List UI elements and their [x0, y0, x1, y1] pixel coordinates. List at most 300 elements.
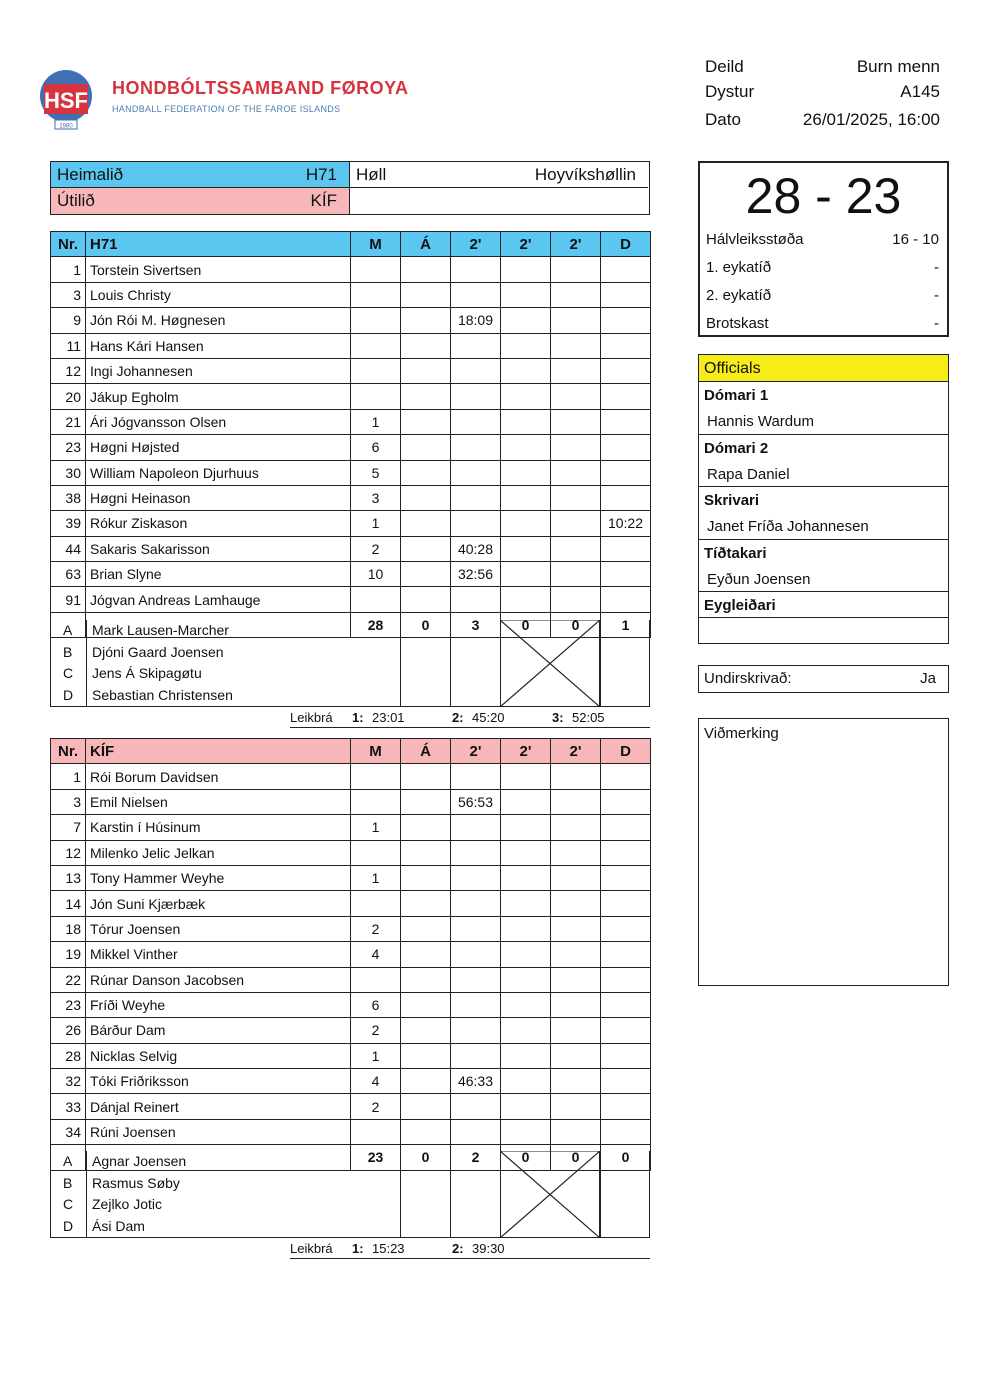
player-m: 4 — [351, 1069, 401, 1094]
official-name: Eyðun Joensen — [707, 570, 811, 588]
player-a — [401, 967, 451, 992]
table-row — [51, 1018, 651, 1043]
player-s3 — [551, 435, 601, 460]
player-m — [351, 967, 401, 992]
staff-name: Rasmus Søby — [92, 1174, 180, 1191]
player-m: 1 — [351, 1043, 401, 1068]
player-a — [401, 840, 451, 865]
player-name: Hans Kári Hansen — [86, 333, 351, 358]
table-row — [51, 789, 651, 814]
player-name: Jógvan Andreas Lamhauge — [86, 587, 351, 612]
player-number: 63 — [51, 562, 86, 587]
player-name: Dánjal Reinert — [86, 1094, 351, 1119]
player-d — [601, 257, 651, 282]
player-s3 — [551, 1094, 601, 1119]
staff-letter: B — [63, 643, 73, 660]
player-s3 — [551, 587, 601, 612]
staff-row — [51, 663, 351, 684]
table-row — [51, 333, 651, 358]
staff-name: Ási Dam — [92, 1217, 145, 1234]
player-s3 — [551, 1018, 601, 1043]
score-row-label: 1. eykatíð — [706, 259, 772, 276]
player-s2 — [501, 942, 551, 967]
player-s3 — [551, 916, 601, 941]
player-a — [401, 282, 451, 307]
official-name: Hannis Wardum — [707, 413, 814, 430]
player-m — [351, 764, 401, 789]
staff-name: Mark Lausen-Marcher — [92, 622, 229, 638]
player-number: 3 — [51, 789, 86, 814]
player-m: 3 — [351, 485, 401, 510]
player-name: Nicklas Selvig — [86, 1043, 351, 1068]
player-s2 — [501, 1018, 551, 1043]
venue-label: Høll — [356, 165, 387, 184]
player-m — [351, 1119, 401, 1144]
player-s2 — [501, 409, 551, 434]
crossed-box — [500, 1151, 600, 1238]
player-s3 — [551, 942, 601, 967]
player-s1 — [451, 435, 501, 460]
grid-line — [600, 1151, 601, 1237]
player-d — [601, 764, 651, 789]
table-row — [51, 562, 651, 587]
player-name: Rúnar Danson Jacobsen — [86, 967, 351, 992]
player-m: 6 — [351, 992, 401, 1017]
player-s2 — [501, 764, 551, 789]
player-name: Jón Suni Kjærbæk — [86, 891, 351, 916]
player-s2 — [501, 916, 551, 941]
player-s2 — [501, 384, 551, 409]
player-s2 — [501, 257, 551, 282]
col-d-header: D — [601, 739, 651, 764]
player-m — [351, 358, 401, 383]
player-a — [401, 891, 451, 916]
score-row-value: - — [934, 259, 939, 276]
teams-header — [50, 161, 650, 215]
player-s3 — [551, 992, 601, 1017]
player-d — [601, 485, 651, 510]
score-row-label: Hálvleiksstøða — [706, 231, 804, 248]
match-info-label: Dato — [705, 110, 741, 129]
player-number: 12 — [51, 358, 86, 383]
player-d — [601, 460, 651, 485]
player-s1 — [451, 257, 501, 282]
timeout-time: 15:23 — [372, 1241, 405, 1256]
player-name: Høgni Højsted — [86, 435, 351, 460]
player-d: 10:22 — [601, 511, 651, 536]
staff-letter: B — [63, 1174, 73, 1191]
player-d — [601, 865, 651, 890]
player-d — [601, 992, 651, 1017]
player-s2 — [501, 460, 551, 485]
away-roster-table — [50, 738, 651, 1171]
timeout-number: 2: — [452, 710, 464, 725]
total-s1: 3 — [451, 612, 501, 637]
player-number: 30 — [51, 460, 86, 485]
player-s3 — [551, 282, 601, 307]
player-s2 — [501, 587, 551, 612]
col-m-header: M — [351, 232, 401, 257]
player-a — [401, 1043, 451, 1068]
official-name: Rapa Daniel — [707, 465, 790, 483]
staff-letter: D — [63, 1217, 74, 1234]
official-divider — [699, 617, 948, 618]
player-s1 — [451, 460, 501, 485]
player-m: 1 — [351, 865, 401, 890]
player-a — [401, 257, 451, 282]
player-name: Torstein Sivertsen — [86, 257, 351, 282]
signed-value: Ja — [920, 670, 936, 687]
player-name: Rói Borum Davidsen — [86, 764, 351, 789]
timeout-time: 39:30 — [472, 1241, 505, 1256]
player-m: 2 — [351, 536, 401, 561]
total-s3: 0 — [551, 612, 601, 637]
federation-name: HONDBÓLTSSAMBAND FØROYA — [112, 78, 409, 98]
player-d — [601, 384, 651, 409]
player-s2 — [501, 1043, 551, 1068]
player-a — [401, 308, 451, 333]
player-d — [601, 1018, 651, 1043]
timeout-label: Leikbrá — [290, 710, 333, 725]
player-s1 — [451, 815, 501, 840]
player-s3 — [551, 1043, 601, 1068]
player-a — [401, 815, 451, 840]
player-a — [401, 485, 451, 510]
player-s1 — [451, 333, 501, 358]
player-s2 — [501, 967, 551, 992]
grid-line — [600, 620, 601, 706]
player-d — [601, 891, 651, 916]
player-s3 — [551, 562, 601, 587]
away-timeouts — [290, 1240, 650, 1259]
player-s3 — [551, 815, 601, 840]
player-s2 — [501, 815, 551, 840]
player-m — [351, 282, 401, 307]
staff-letter: C — [63, 665, 74, 681]
player-m — [351, 333, 401, 358]
player-s3 — [551, 308, 601, 333]
player-a — [401, 435, 451, 460]
player-s2 — [501, 865, 551, 890]
player-s3 — [551, 333, 601, 358]
staff-row — [51, 1216, 351, 1237]
player-s2 — [501, 1094, 551, 1119]
score-row-label: 2. eykatíð — [706, 287, 772, 304]
player-a — [401, 1018, 451, 1043]
player-name: Karstin í Húsinum — [86, 815, 351, 840]
player-s1 — [451, 1094, 501, 1119]
player-number: 14 — [51, 891, 86, 916]
player-d — [601, 967, 651, 992]
staff-row — [51, 685, 351, 706]
player-number: 19 — [51, 942, 86, 967]
player-s3 — [551, 460, 601, 485]
player-s1 — [451, 409, 501, 434]
table-row — [51, 435, 651, 460]
total-s3: 0 — [551, 1145, 601, 1170]
player-s2 — [501, 789, 551, 814]
col-a-header: Á — [401, 232, 451, 257]
player-number: 23 — [51, 992, 86, 1017]
score-row-label: Brotskast — [706, 315, 769, 332]
player-s1: 18:09 — [451, 308, 501, 333]
player-number: 1 — [51, 764, 86, 789]
score-row-value: - — [934, 287, 939, 304]
total-s2: 0 — [501, 612, 551, 637]
player-s1 — [451, 1119, 501, 1144]
table-row — [51, 460, 651, 485]
match-info-label: Dystur — [705, 82, 755, 101]
match-info — [705, 57, 940, 137]
player-s2 — [501, 511, 551, 536]
player-name: Rókur Ziskason — [86, 511, 351, 536]
player-d — [601, 1069, 651, 1094]
timeout-number: 3: — [552, 710, 564, 725]
player-name: Ári Jógvansson Olsen — [86, 409, 351, 434]
player-s3 — [551, 764, 601, 789]
player-s3 — [551, 1119, 601, 1144]
player-m — [351, 308, 401, 333]
col-s3-header: 2' — [551, 232, 601, 257]
player-s1 — [451, 916, 501, 941]
player-s1 — [451, 384, 501, 409]
player-a — [401, 511, 451, 536]
table-row — [51, 840, 651, 865]
table-row — [51, 891, 651, 916]
player-d — [601, 1119, 651, 1144]
official-divider — [699, 591, 948, 592]
home-team-cell — [51, 162, 350, 188]
player-a — [401, 562, 451, 587]
player-name: William Napoleon Djurhuus — [86, 460, 351, 485]
player-s3 — [551, 967, 601, 992]
team-name-header: H71 — [86, 232, 351, 257]
player-s2 — [501, 333, 551, 358]
official-divider — [699, 486, 948, 487]
player-d — [601, 942, 651, 967]
player-s3 — [551, 536, 601, 561]
player-s2 — [501, 435, 551, 460]
player-d — [601, 562, 651, 587]
player-a — [401, 789, 451, 814]
staff-name: Jens Á Skipagøtu — [92, 665, 202, 681]
player-name: Emil Nielsen — [86, 789, 351, 814]
player-s1 — [451, 282, 501, 307]
player-name: Brian Slyne — [86, 562, 351, 587]
player-s2 — [501, 536, 551, 561]
total-d: 1 — [601, 612, 651, 637]
official-role: Tíðtakari — [704, 544, 767, 562]
player-name: Fríði Weyhe — [86, 992, 351, 1017]
player-s1: 32:56 — [451, 562, 501, 587]
player-m — [351, 587, 401, 612]
venue-name: Hoyvíkshøllin — [534, 165, 636, 184]
col-nr-header: Nr. — [51, 232, 86, 257]
timeout-number: 1: — [352, 710, 364, 725]
player-number: 12 — [51, 840, 86, 865]
player-name: Rúni Joensen — [86, 1119, 351, 1144]
grid-line — [400, 620, 401, 706]
player-s1 — [451, 587, 501, 612]
player-number: 11 — [51, 333, 86, 358]
grid-line — [86, 620, 87, 706]
player-a — [401, 865, 451, 890]
player-m: 1 — [351, 511, 401, 536]
timeout-number: 2: — [452, 1241, 464, 1256]
player-s1 — [451, 840, 501, 865]
official-role: Dómari 2 — [704, 439, 769, 457]
col-s2-header: 2' — [501, 739, 551, 764]
signed-label: Undirskrivað: — [704, 670, 792, 687]
player-name: Tony Hammer Weyhe — [86, 865, 351, 890]
player-s3 — [551, 865, 601, 890]
away-label: Útilið — [57, 191, 95, 210]
player-m — [351, 257, 401, 282]
player-s3 — [551, 409, 601, 434]
table-row — [51, 409, 651, 434]
official-divider — [699, 434, 948, 435]
table-row — [51, 308, 651, 333]
player-s1: 40:28 — [451, 536, 501, 561]
final-score: 28 - 23 — [745, 168, 902, 224]
player-m: 5 — [351, 460, 401, 485]
player-s3 — [551, 840, 601, 865]
player-s2 — [501, 282, 551, 307]
timeout-time: 52:05 — [572, 710, 605, 725]
score-row — [706, 255, 939, 281]
player-s2 — [501, 562, 551, 587]
col-nr-header: Nr. — [51, 739, 86, 764]
player-s1 — [451, 865, 501, 890]
player-s1 — [451, 1018, 501, 1043]
home-staff — [50, 620, 650, 707]
player-number: 28 — [51, 1043, 86, 1068]
player-number: 23 — [51, 435, 86, 460]
player-a — [401, 358, 451, 383]
player-m: 1 — [351, 409, 401, 434]
official-name: Janet Fríða Johannesen — [707, 518, 869, 535]
score-box — [698, 161, 949, 337]
player-s1: 46:33 — [451, 1069, 501, 1094]
staff-name: Sebastian Christensen — [92, 686, 233, 703]
total-s1: 2 — [451, 1145, 501, 1170]
score-row-value: - — [934, 315, 939, 332]
staff-name: Agnar Joensen — [92, 1153, 187, 1169]
col-m-header: M — [351, 739, 401, 764]
col-d-header: D — [601, 232, 651, 257]
player-number: 26 — [51, 1018, 86, 1043]
player-s3 — [551, 511, 601, 536]
official-role: Eygleiðari — [704, 597, 776, 614]
player-s3 — [551, 257, 601, 282]
player-d — [601, 308, 651, 333]
player-name: Jón Rói M. Høgnesen — [86, 308, 351, 333]
score-row — [706, 283, 939, 309]
table-row — [51, 536, 651, 561]
player-s1 — [451, 942, 501, 967]
player-d — [601, 536, 651, 561]
total-a: 0 — [401, 612, 451, 637]
player-s1 — [451, 485, 501, 510]
staff-row — [51, 642, 351, 663]
player-a — [401, 333, 451, 358]
player-m: 2 — [351, 1094, 401, 1119]
player-number: 38 — [51, 485, 86, 510]
player-m: 10 — [351, 562, 401, 587]
staff-name: Djóni Gaard Joensen — [92, 643, 224, 660]
staff-row — [51, 1194, 351, 1215]
table-row — [51, 485, 651, 510]
player-name: Høgni Heinason — [86, 485, 351, 510]
player-name: Louis Christy — [86, 282, 351, 307]
table-row — [51, 916, 651, 941]
notes-label: Viðmerking — [704, 725, 779, 742]
player-d — [601, 916, 651, 941]
player-number: 1 — [51, 257, 86, 282]
player-number: 20 — [51, 384, 86, 409]
away-team-name: KÍF — [310, 191, 337, 210]
player-a — [401, 916, 451, 941]
hsf-emblem-icon — [38, 62, 118, 132]
staff-row — [51, 1173, 351, 1194]
player-d — [601, 1043, 651, 1068]
player-name: Tóki Friðriksson — [86, 1069, 351, 1094]
player-number: 44 — [51, 536, 86, 561]
timeout-label: Leikbrá — [290, 1241, 333, 1256]
player-s2 — [501, 1069, 551, 1094]
player-s1 — [451, 992, 501, 1017]
total-m: 28 — [351, 612, 401, 637]
table-row — [51, 511, 651, 536]
player-name: Bárður Dam — [86, 1018, 351, 1043]
table-row — [51, 282, 651, 307]
player-s3 — [551, 485, 601, 510]
player-number: 3 — [51, 282, 86, 307]
player-s3 — [551, 358, 601, 383]
home-team-name: H71 — [305, 165, 337, 184]
grid-line — [450, 620, 451, 706]
match-info-label: Deild — [705, 57, 744, 76]
table-row — [51, 865, 651, 890]
player-m: 1 — [351, 815, 401, 840]
match-info-value: A145 — [900, 82, 940, 101]
player-s2 — [501, 840, 551, 865]
player-s2 — [501, 308, 551, 333]
player-s2 — [501, 992, 551, 1017]
staff-name: Zejlko Jotic — [92, 1196, 163, 1212]
player-d — [601, 1094, 651, 1119]
player-name: Tórur Joensen — [86, 916, 351, 941]
table-row — [51, 1119, 651, 1144]
match-info-value: Burn menn — [856, 57, 940, 76]
player-a — [401, 460, 451, 485]
player-m — [351, 384, 401, 409]
home-timeouts — [290, 709, 650, 728]
player-number: 13 — [51, 865, 86, 890]
grid-line — [400, 1151, 401, 1237]
player-a — [401, 942, 451, 967]
staff-letter: C — [63, 1196, 74, 1212]
team-name-header: KÍF — [86, 739, 351, 764]
player-d — [601, 333, 651, 358]
player-d — [601, 409, 651, 434]
official-role: Skrivari — [704, 492, 760, 509]
player-d — [601, 587, 651, 612]
score-row-value: 16 - 10 — [892, 231, 939, 248]
player-m — [351, 840, 401, 865]
staff-letter: D — [63, 686, 74, 703]
home-roster-table — [50, 231, 651, 638]
